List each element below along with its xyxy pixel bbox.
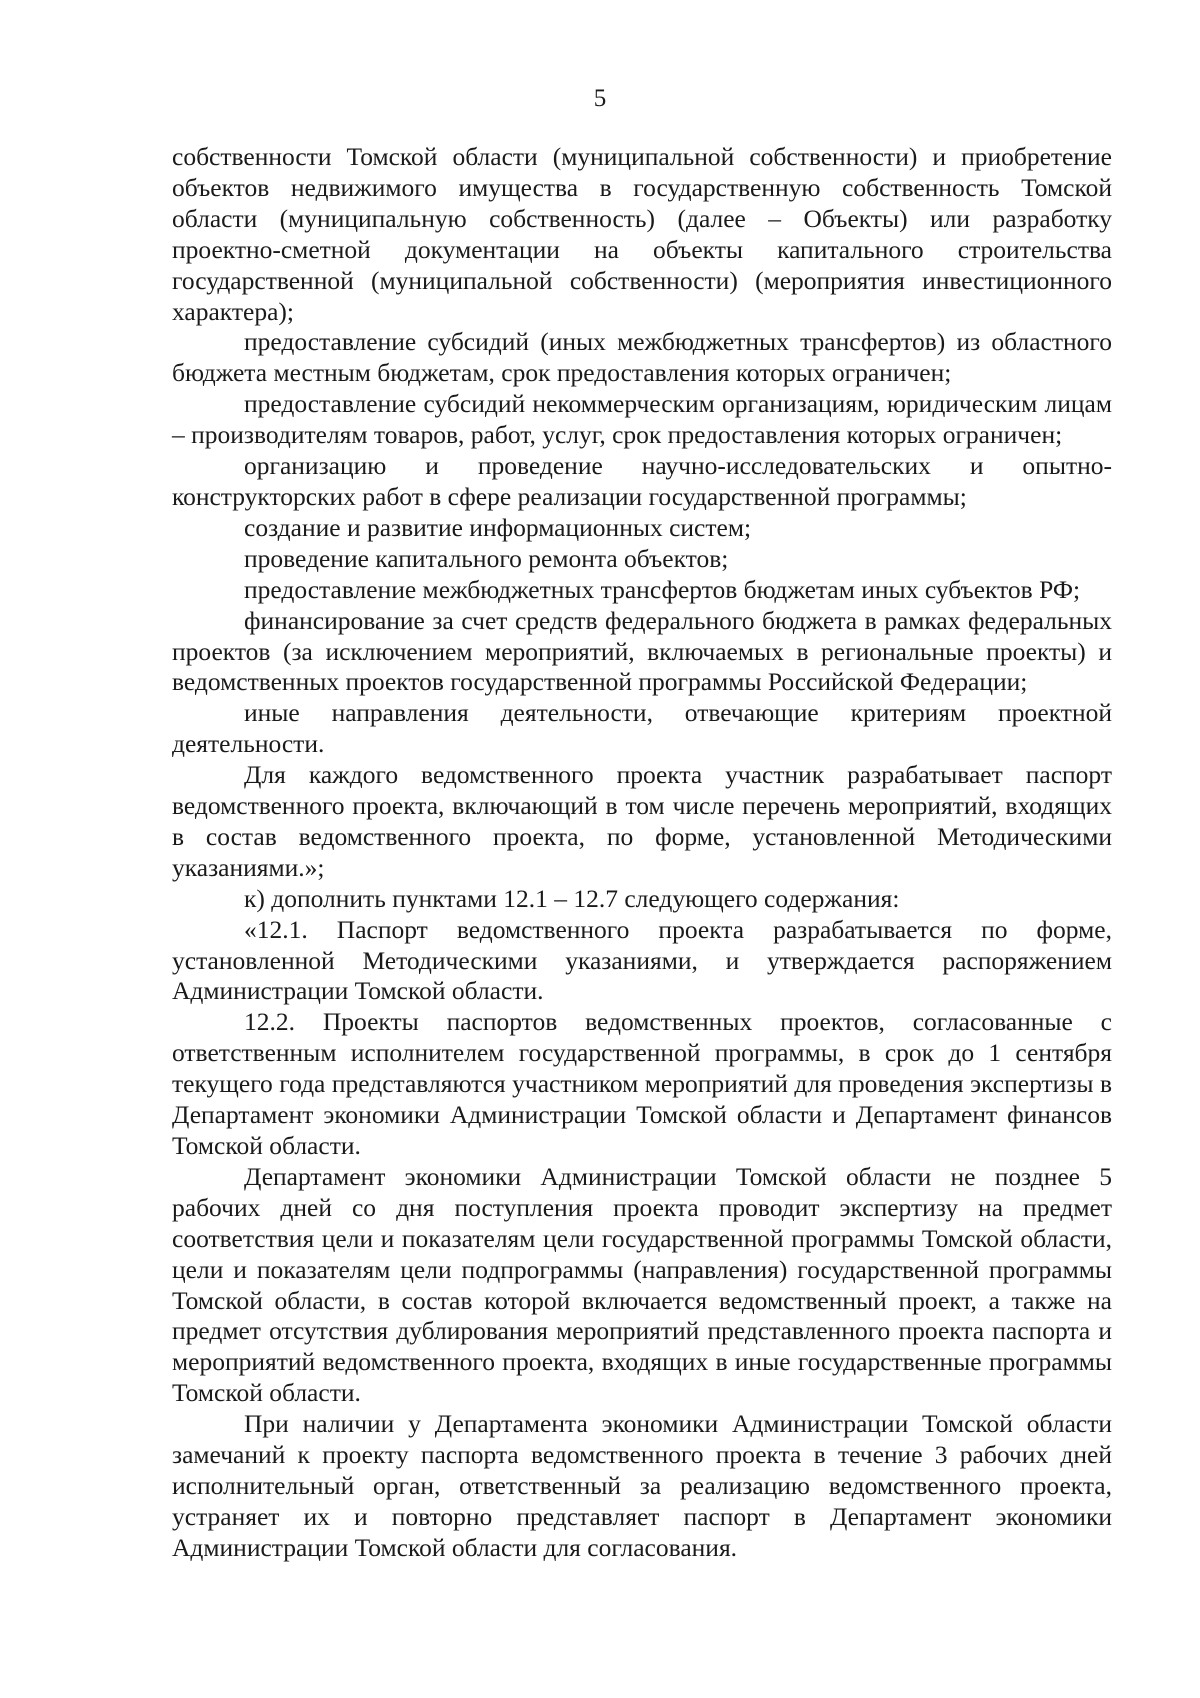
paragraph-federal-financing: финансирование за счет средств федерального бюджета в рамках федеральных проектов (за исключением мероприятий, включаемых в региональные проекты) и ведомственных проектов государственной программы Российской Федерации; (172, 605, 1112, 697)
paragraph-amendment-k: к) дополнить пунктами 12.1 – 12.7 следующего содержания: (244, 883, 900, 913)
paragraph-remarks-correction: При наличии у Департамента экономики Администрации Томской области замечаний к проекту паспорта ведомственного проекта в течение 3 рабочих дней исполнительный орган, ответственный за реализацию ведомственного проекта, устраняет их и повторно представляет паспорт в Департамент экономики Администрации Томской области для согласования. (172, 1409, 1112, 1562)
page-number: 5 (593, 85, 607, 112)
paragraph-subsidies-nonprofit: предоставление субсидий некоммерческим организациям, юридическим лицам – производителям товаров, работ, услуг, срок предоставления которых ограничен; (172, 389, 1112, 450)
paragraph-continuation: собственности Томской области (муниципальной собственности) и приобретение объектов недвижимого имущества в государственную собственность Томской области (муниципальную собственность) (далее – Объекты) или разработку проектно-сметной документации на объекты капитального строительства государственной (муниципальной собственности) (мероприятия инвестиционного характера); (172, 142, 1112, 326)
paragraph-item-12-1: «12.1. Паспорт ведомственного проекта разрабатывается по форме, установленной Методическими указаниями, и утверждается распоряжением Администрации Томской области. (172, 914, 1112, 1006)
paragraph-other-directions: иные направления деятельности, отвечающие критериям проектной деятельности. (172, 698, 1112, 759)
document-body (172, 142, 1112, 1564)
paragraph-information-systems: создание и развитие информационных систем; (244, 512, 752, 542)
paragraph-item-12-2: 12.2. Проекты паспортов ведомственных проектов, согласованные с ответственным исполнителем государственной программы, в срок до 1 сентября текущего года представляются участником мероприятий для проведения экспертизы в Департамент экономики Администрации Томской области и Департамент финансов Томской области. (172, 1007, 1112, 1160)
paragraph-research-works: организацию и проведение научно-исследовательских и опытно-конструкторских работ в сфере реализации государственной программы; (172, 451, 1112, 511)
paragraph-passport-development: Для каждого ведомственного проекта участник разрабатывает паспорт ведомственного проекта, включающий в том числе перечень мероприятий, входящих в состав ведомственного проекта, по форме, установленной Методическими указаниями.»; (172, 760, 1112, 882)
paragraph-interbudget-transfers: предоставление межбюджетных трансфертов бюджетам иных субъектов РФ; (244, 574, 1081, 604)
paragraph-economics-expertise: Департамент экономики Администрации Томской области не позднее 5 рабочих дней со дня поступления проекта проводит экспертизу на предмет соответствия цели и показателям цели государственной программы Томской области, цели и показателям цели подпрограммы (направления) государственной программы Томской области, в состав которой включается ведомственный проект, а также на предмет отсутствия дублирования мероприятий представленного проекта паспорта и мероприятий ведомственного проекта, входящих в иные государственные программы Томской области. (172, 1161, 1112, 1408)
paragraph-subsidies-local-budgets: предоставление субсидий (иных межбюджетных трансфертов) из областного бюджета местным бюджетам, срок предоставления которых ограничен; (172, 327, 1112, 388)
paragraph-capital-repair: проведение капитального ремонта объектов; (244, 543, 729, 573)
